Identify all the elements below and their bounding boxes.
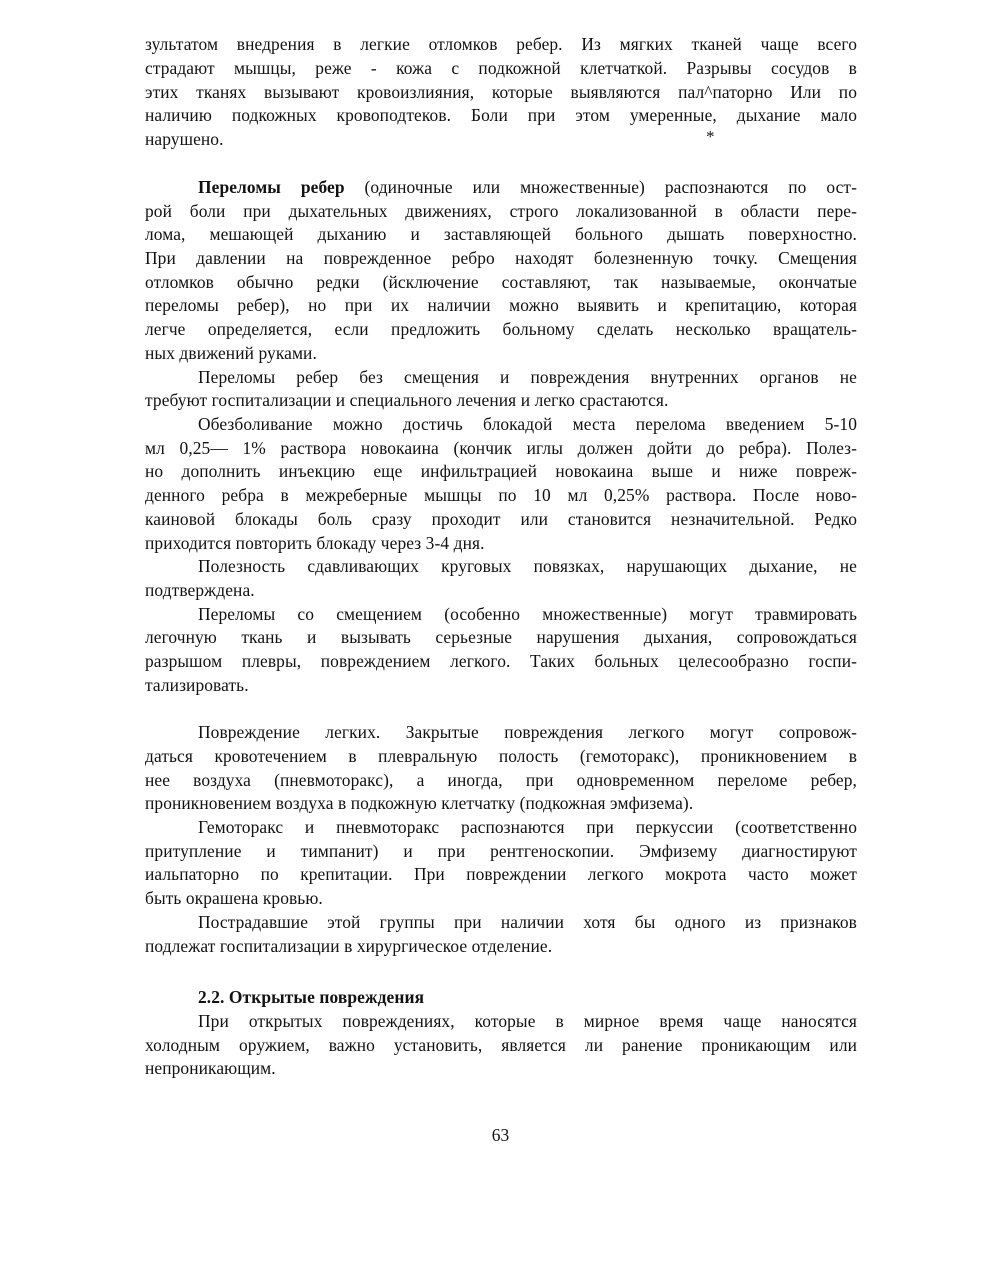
text-line: разрышом плевры, повреждением легкого. Таких больных целесообразно госпи- xyxy=(145,651,857,671)
text-line: отломков обычно редки (йсключение составляют, так называемые, окончатые xyxy=(145,272,857,292)
text-line: каиновой блокады боль сразу проходит или становится незначительной. Редко xyxy=(145,509,857,529)
text-line: быть окрашена кровью. xyxy=(145,888,323,908)
text-line: Переломы ребер без смещения и повреждения внутренних органов не xyxy=(198,367,857,387)
text-line: ных движений руками. xyxy=(145,343,317,363)
text-line: легочную ткань и вызывать серьезные нарушения дыхания, сопровождаться xyxy=(145,627,857,647)
text-line: Пострадавшие этой группы при наличии хотя бы одного из признаков xyxy=(198,912,857,932)
text-line: денного ребра в межреберные мышцы по 10 мл 0,25% раствора. После ново- xyxy=(145,485,857,505)
text-line: этих тканях вызывают кровоизлияния, которые выявляются пал^паторно Или по xyxy=(145,82,857,102)
text-line: Полезность сдавливающих круговых повязках, нарушающих дыхание, не xyxy=(198,556,857,576)
text-line: приходится повторить блокаду через 3-4 дня. xyxy=(145,533,485,553)
text-line: переломы ребер), но при их наличии можно выявить и крепитацию, которая xyxy=(145,295,857,315)
text-line: требуют госпитализации и специального лечения и легко срастаются. xyxy=(145,390,669,410)
text-line: нарушено. xyxy=(145,129,224,149)
text-line: лома, мешающей дыханию и заставляющей больного дышать поверхностно. xyxy=(145,224,857,244)
text-line: даться кровотечением в плевральную полость (гемоторакс), проникновением в xyxy=(145,746,857,766)
text-line: непроникающим. xyxy=(145,1058,276,1078)
text-line: зультатом внедрения в легкие отломков ребер. Из мягких тканей чаще всего xyxy=(145,34,857,54)
text-line: проникновением воздуха в подкожную клетчатку (подкожная эмфизема). xyxy=(145,793,694,813)
text-line: нее воздуха (пневмоторакс), а иногда, при одновременном переломе ребер, xyxy=(145,770,857,790)
text-line: но дополнить инъекцию еще инфильтрацией новокаина выше и ниже повреж- xyxy=(145,461,857,481)
text-line: подлежат госпитализации в хирургическое отделение. xyxy=(145,936,553,956)
text-line: При давлении на поврежденное ребро находят болезненную точку. Смещения xyxy=(145,248,857,268)
text-line-with-heading xyxy=(198,176,857,198)
text-line: иальпаторно по крепитации. При повреждении легкого мокрота часто может xyxy=(145,864,857,884)
text-line: легче определяется, если предложить больному сделать несколько вращатель- xyxy=(145,319,857,339)
asterisk-mark: * xyxy=(706,127,715,146)
text-line: мл 0,25— 1% раствора новокаина (кончик иглы должен дойти до ребра). Полез- xyxy=(145,438,857,458)
text-line: При открытых повреждениях, которые в мирное время чаще наносятся xyxy=(198,1011,857,1031)
section-heading: 2.2. Открытые повреждения xyxy=(198,987,425,1007)
text-line: холодным оружием, важно установить, является ли ранение проникающим или xyxy=(145,1035,857,1055)
text-line: Обезболивание можно достичь блокадой места перелома введением 5-10 xyxy=(198,414,857,434)
text-line: тализировать. xyxy=(145,675,249,695)
inline-heading: Переломы ребер xyxy=(198,177,345,197)
text-line: Гемоторакс и пневмоторакс распознаются при перкуссии (соответственно xyxy=(198,817,857,837)
text-line: притупление и тимпанит) и при рентгеноскопии. Эмфизему диагностируют xyxy=(145,841,857,861)
text-line: Переломы со смещением (особенно множественные) могут травмировать xyxy=(198,604,857,624)
text-line: наличию подкожных кровоподтеков. Боли при этом умеренные, дыхание мало xyxy=(145,105,857,125)
text-line: Повреждение легких. Закрытые повреждения легкого могут сопровож- xyxy=(198,722,857,742)
page-number: 63 xyxy=(491,1125,510,1145)
text-line: подтверждена. xyxy=(145,580,255,600)
text-line: страдают мышцы, реже - кожа с подкожной клетчаткой. Разрывы сосудов в xyxy=(145,58,857,78)
text-line: рой боли при дыхательных движениях, строго локализованной в области пере- xyxy=(145,201,857,221)
text-run: (одиночные или множественные) распознаются по ост- xyxy=(344,177,858,197)
